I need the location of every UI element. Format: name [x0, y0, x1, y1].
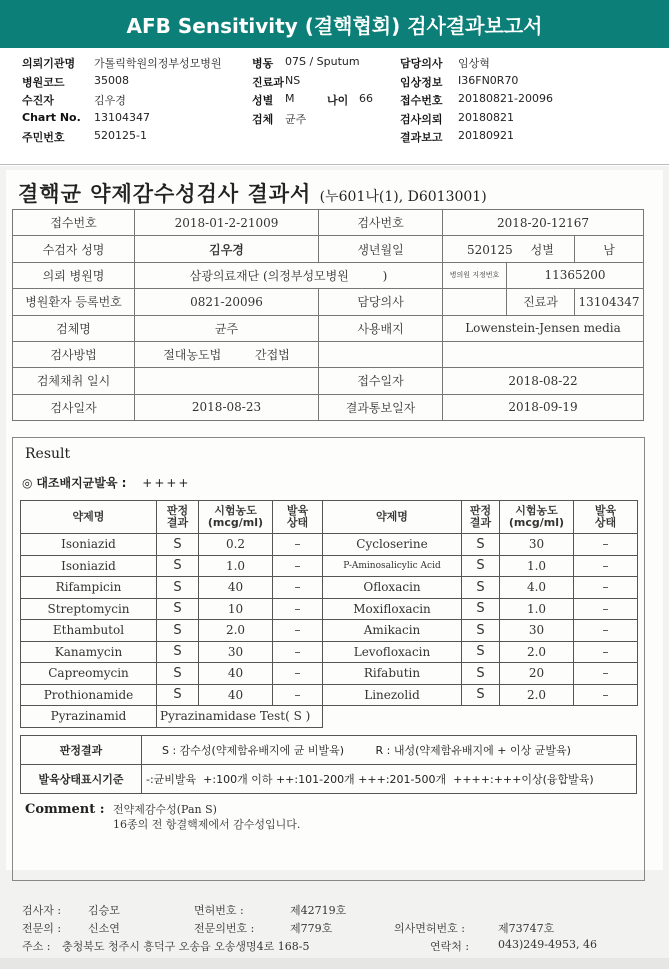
collection-datetime-value	[135, 368, 319, 394]
drug-name: Pyrazinamid	[21, 706, 157, 728]
growth-status: –	[273, 555, 323, 577]
growth-status: –	[273, 684, 323, 706]
drug-name: Isoniazid	[21, 555, 157, 577]
table-row	[21, 534, 638, 556]
specialist-no-value: 제779호	[290, 922, 333, 935]
drug-table-body	[21, 534, 638, 728]
empty-cell	[319, 341, 443, 367]
drug-name: Amikacin	[323, 620, 462, 642]
table-row	[21, 663, 638, 685]
hospital-label: 의뢰기관명	[22, 57, 76, 70]
growth-status: –	[574, 620, 638, 642]
notify-date-value: 2018-09-19	[443, 394, 644, 420]
table-row	[21, 641, 638, 663]
reception-no-value: 2018-01-2-21009	[135, 210, 319, 236]
growth-status: –	[574, 663, 638, 685]
growth-status: –	[273, 620, 323, 642]
report-title: AFB Sensitivity (결핵협회) 검사결과보고서	[126, 13, 543, 38]
judge-result: S	[462, 663, 500, 685]
method-1: 절대농도법	[163, 348, 222, 363]
bullet-icon: ◎	[22, 476, 33, 490]
footer-row	[22, 902, 652, 920]
table-row	[13, 236, 644, 262]
patient-name-label: 수검자 성명	[13, 236, 135, 262]
table-row	[13, 262, 644, 288]
judge-legend-text	[142, 736, 637, 765]
table-row	[21, 765, 637, 794]
header-row	[22, 72, 652, 91]
test-no-value: 2018-20-12167	[443, 210, 644, 236]
age-label: 나이	[327, 94, 349, 107]
table-row	[13, 368, 644, 394]
test-no-label: 검사번호	[319, 210, 443, 236]
header-row	[22, 127, 652, 146]
comment-text	[113, 802, 300, 832]
test-concentration: 40	[199, 577, 273, 599]
patient-value: 김우경	[94, 94, 126, 107]
growth-status: –	[273, 577, 323, 599]
doctor-value: 임상혁	[458, 57, 490, 70]
col-drug: 약제명	[21, 501, 157, 534]
license-label: 면허번호 :	[194, 904, 244, 917]
resident-no-label: 주민번호	[22, 131, 65, 144]
judge-result: S	[157, 684, 199, 706]
notify-date-label: 결과통보일자	[319, 394, 443, 420]
drug-name: Rifampicin	[21, 577, 157, 599]
test-concentration: 30	[500, 534, 574, 556]
patient-label: 수진자	[22, 94, 54, 107]
department-label: 진료과	[252, 75, 284, 89]
judge-result: S	[462, 684, 500, 706]
judge-result: S	[157, 620, 199, 642]
col-conc: 시험농도 (mcg/ml)	[500, 501, 574, 534]
test-concentration: 2.0	[500, 641, 574, 663]
judge-result: S	[157, 534, 199, 556]
method-value	[135, 341, 319, 367]
sex-value: 남	[575, 236, 644, 262]
drug-name: Prothionamide	[21, 684, 157, 706]
report-title-bar	[0, 0, 669, 48]
attending-doctor-label: 담당의사	[319, 289, 443, 315]
referring-hospital-label: 의뢰 병원명	[13, 262, 135, 288]
drug-name: Moxifloxacin	[323, 598, 462, 620]
address-value: 충청북도 청주시 흥덕구 오송읍 오송생명4로 168-5	[62, 940, 310, 953]
referring-hospital-text: 삼광의료재단 (의정부성모병원	[189, 268, 349, 283]
dob-label: 생년월일	[319, 236, 443, 262]
drug-result-table	[20, 500, 638, 728]
col-conc: 시험농도 (mcg/ml)	[199, 501, 273, 534]
judge-result: S	[157, 663, 199, 685]
header-row	[22, 53, 652, 72]
judge-result: S	[157, 641, 199, 663]
pyrazinamidase-result: Pyrazinamidase Test( S )	[157, 706, 323, 728]
attending-doctor-value	[443, 289, 507, 315]
dept-label: 진료과	[507, 289, 575, 315]
received-date-value: 2018-08-22	[443, 368, 644, 394]
document-subtitle: (누601나(1), D6013001)	[319, 189, 487, 205]
hospital-code-value: 35008	[94, 73, 129, 87]
test-date-value: 2018-08-23	[135, 394, 319, 420]
doctor-license-value: 제73747호	[498, 922, 555, 935]
growth-status: –	[273, 641, 323, 663]
signature-footer	[22, 902, 652, 956]
judge-result: S	[462, 555, 500, 577]
judge-result: S	[462, 577, 500, 599]
legend-table	[20, 735, 637, 794]
growth-status: –	[273, 663, 323, 685]
request-date-value: 20180821	[458, 110, 514, 124]
ward-value: 07S / Sputum	[285, 55, 360, 68]
table-row	[21, 706, 638, 728]
table-row	[21, 598, 638, 620]
table-row	[21, 577, 638, 599]
dept-value: 13104347	[575, 289, 644, 315]
chart-no-value: 13104347	[94, 110, 150, 124]
clinical-info-label: 임상정보	[400, 75, 443, 89]
test-concentration: 30	[199, 641, 273, 663]
drug-name: Ofloxacin	[323, 577, 462, 599]
method-2: 간접법	[255, 348, 290, 363]
sex-value: M	[285, 92, 295, 105]
request-date-label: 검사의뢰	[400, 112, 443, 126]
table-row	[13, 394, 644, 420]
growth-legend-label: 발육상태표시기준	[21, 765, 142, 794]
table-header-row	[21, 501, 638, 534]
method-label: 검사방법	[13, 341, 135, 367]
comment-label: Comment :	[25, 802, 105, 817]
receipt-no-value: 20180821-20096	[458, 92, 553, 105]
col-growth: 발육 상태	[273, 501, 323, 534]
table-row	[21, 555, 638, 577]
tester-label: 검사자 :	[22, 904, 62, 917]
referring-hospital-close: )	[382, 268, 388, 283]
age-value: 66	[359, 92, 373, 105]
growth-legend-text: -:균비발육 +:100개 이하 ++:101-200개 +++:201-500개 ++++:+++이상(융합발육)	[142, 765, 637, 794]
judge-result: S	[462, 641, 500, 663]
header-divider	[0, 164, 669, 165]
table-row	[13, 289, 644, 315]
judge-legend-s: S : 감수성(약제함유배지에 균 비발육)	[162, 744, 345, 757]
clinical-info-value: I36FN0R70	[458, 73, 519, 87]
drug-name: Levofloxacin	[323, 641, 462, 663]
drug-name: P-Aminosalicylic Acid	[323, 555, 462, 577]
col-judge: 판정 결과	[462, 501, 500, 534]
col-drug: 약제명	[323, 501, 462, 534]
drug-name: Capreomycin	[21, 663, 157, 685]
patient-info-table	[12, 209, 644, 421]
test-concentration: 4.0	[500, 577, 574, 599]
specialist-no-label: 전문의번호 :	[194, 922, 255, 935]
judge-legend-label: 판정결과	[21, 736, 142, 765]
registration-label: 병원환자 등록번호	[13, 289, 135, 315]
document-title	[18, 178, 487, 208]
test-concentration: 40	[199, 684, 273, 706]
tester-value: 김승모	[88, 904, 120, 917]
document-title-text: 결핵균 약제감수성검사 결과서	[18, 181, 312, 206]
table-row	[21, 736, 637, 765]
sex-label: 성별	[252, 94, 274, 107]
hospital-designation-label: 병의원 지정번호	[443, 262, 507, 288]
judge-result: S	[462, 598, 500, 620]
doctor-label: 담당의사	[400, 57, 443, 70]
address-label: 주소 :	[22, 940, 51, 953]
control-growth	[22, 474, 190, 491]
specimen-value: 균주	[285, 112, 307, 126]
header-row	[22, 90, 652, 109]
footer-row	[22, 920, 652, 938]
drug-name: Ethambutol	[21, 620, 157, 642]
chart-no-label: Chart No.	[22, 110, 81, 124]
contact-label: 연락처 :	[430, 940, 470, 953]
hospital-designation-value: 11365200	[507, 262, 644, 288]
judge-result: S	[462, 620, 500, 642]
table-row	[21, 620, 638, 642]
growth-status: –	[273, 598, 323, 620]
table-row	[13, 341, 644, 367]
contact-value: 043)249-4953, 46	[498, 938, 597, 951]
dob-value	[443, 236, 575, 262]
hospital-code-label: 병원코드	[22, 75, 65, 89]
judge-result: S	[157, 598, 199, 620]
control-growth-label: 대조배지균발육 :	[36, 476, 127, 490]
report-header	[22, 53, 652, 146]
received-date-label: 접수일자	[319, 368, 443, 394]
specimen-label: 검체	[252, 112, 274, 126]
dob-text: 520125	[467, 242, 513, 257]
growth-status: –	[574, 534, 638, 556]
doctor-license-label: 의사면허번호 :	[394, 922, 465, 935]
medium-value: Lowenstein-Jensen media	[443, 315, 644, 341]
header-row	[22, 109, 652, 128]
referring-hospital-value	[135, 262, 443, 288]
test-concentration: 0.2	[199, 534, 273, 556]
judge-legend-r: R : 내성(약제함유배지에 + 이상 균발육)	[375, 744, 571, 757]
test-concentration: 2.0	[199, 620, 273, 642]
drug-name: Cycloserine	[323, 534, 462, 556]
growth-status: –	[574, 577, 638, 599]
col-growth: 발육 상태	[574, 501, 638, 534]
judge-result: S	[157, 577, 199, 599]
growth-status: –	[574, 641, 638, 663]
comment-line-1: 전약제감수성(Pan S)	[113, 803, 217, 816]
test-concentration: 20	[500, 663, 574, 685]
growth-status: –	[273, 534, 323, 556]
reception-no-label: 접수번호	[13, 210, 135, 236]
table-row	[13, 315, 644, 341]
drug-name: Streptomycin	[21, 598, 157, 620]
growth-status: –	[574, 598, 638, 620]
col-judge: 판정 결과	[157, 501, 199, 534]
footer-row	[22, 938, 652, 956]
resident-no-value: 520125-1	[94, 129, 147, 142]
test-concentration: 1.0	[500, 555, 574, 577]
medium-label: 사용배지	[319, 315, 443, 341]
specimen-name-label: 검체명	[13, 315, 135, 341]
report-date-value: 20180921	[458, 129, 514, 142]
patient-name-value: 김우경	[135, 236, 319, 262]
sex-label: 성별	[530, 242, 554, 257]
judge-result: S	[157, 555, 199, 577]
drug-name: Linezolid	[323, 684, 462, 706]
empty-cell	[443, 341, 644, 367]
test-concentration: 10	[199, 598, 273, 620]
registration-value: 0821-20096	[135, 289, 319, 315]
department-value: NS	[285, 73, 301, 87]
empty-cell	[323, 706, 638, 728]
comment-line-2: 16종의 전 항결핵제에서 감수성입니다.	[113, 818, 301, 831]
receipt-no-label: 접수번호	[400, 94, 443, 107]
test-concentration: 2.0	[500, 684, 574, 706]
drug-name: Isoniazid	[21, 534, 157, 556]
growth-status: –	[574, 555, 638, 577]
test-date-label: 검사일자	[13, 394, 135, 420]
growth-status: –	[574, 684, 638, 706]
judge-result: S	[462, 534, 500, 556]
hospital-value: 가톨릭학원의정부성모병원	[94, 57, 222, 70]
bottom-strip	[0, 958, 669, 969]
specimen-name-value: 균주	[135, 315, 319, 341]
control-growth-value: ++++	[142, 476, 191, 490]
report-date-label: 결과보고	[400, 131, 443, 144]
test-concentration: 1.0	[500, 598, 574, 620]
license-value: 제42719호	[290, 904, 347, 917]
test-concentration: 1.0	[199, 555, 273, 577]
specialist-value: 신소연	[88, 922, 120, 935]
table-row	[21, 684, 638, 706]
table-row	[13, 210, 644, 236]
result-title: Result	[25, 446, 71, 462]
test-concentration: 40	[199, 663, 273, 685]
drug-name: Kanamycin	[21, 641, 157, 663]
test-concentration: 30	[500, 620, 574, 642]
drug-name: Rifabutin	[323, 663, 462, 685]
ward-label: 병동	[252, 57, 274, 70]
specialist-label: 전문의 :	[22, 922, 62, 935]
collection-datetime-label: 검체채취 일시	[13, 368, 135, 394]
